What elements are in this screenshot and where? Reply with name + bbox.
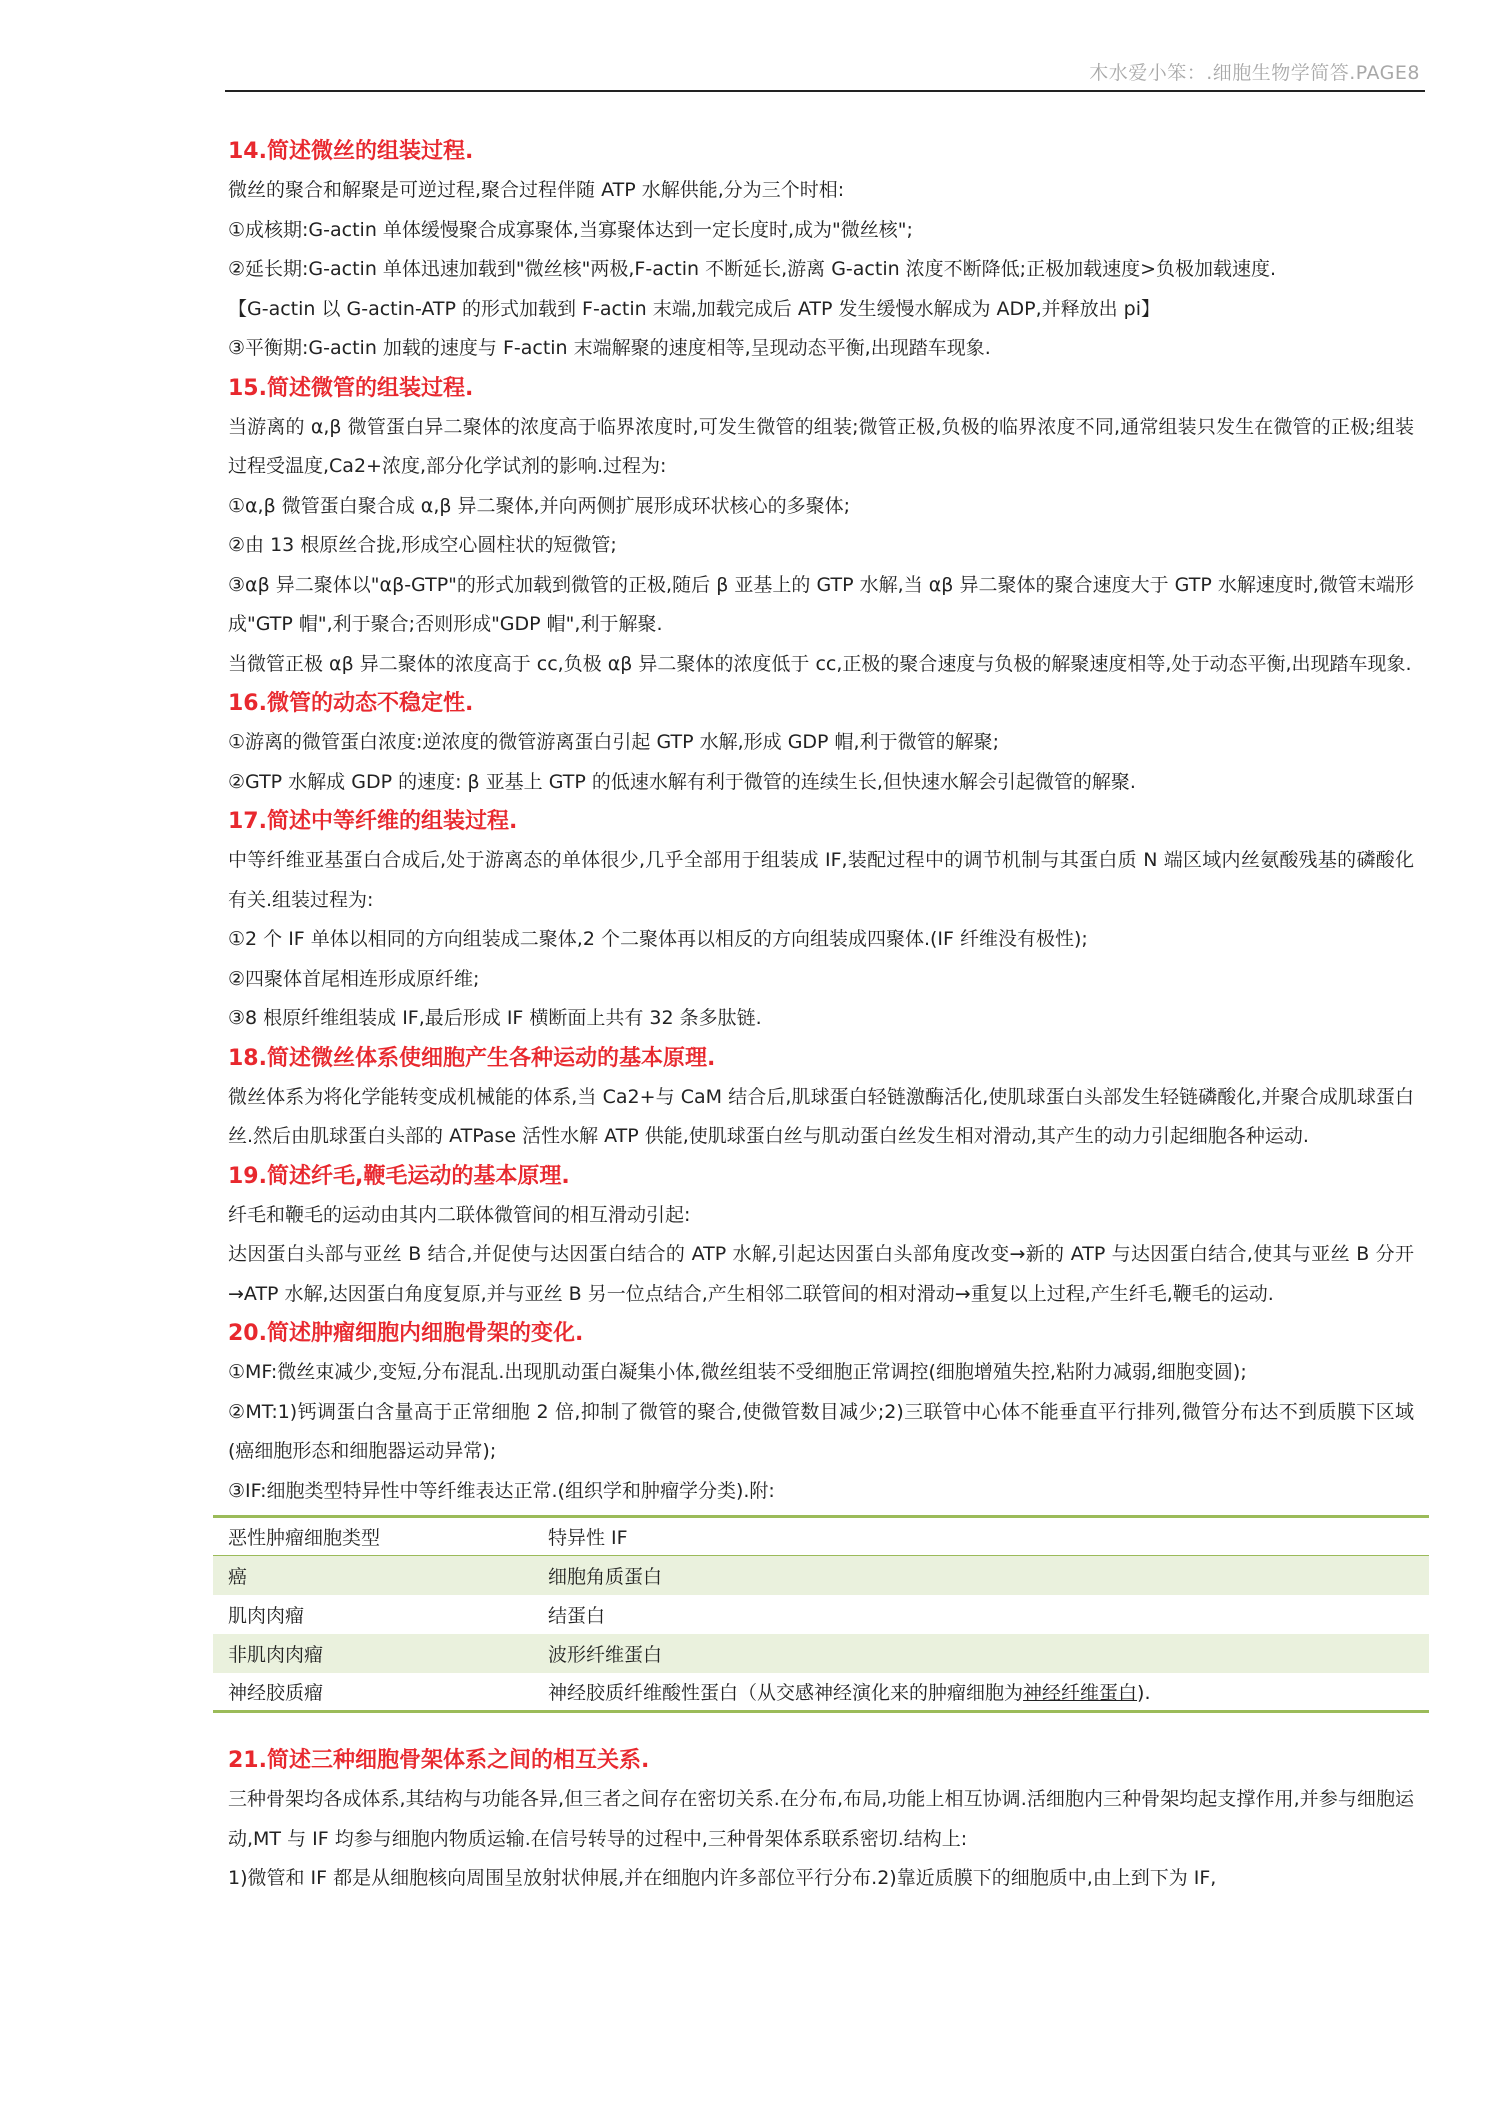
table-row xyxy=(213,1634,1429,1673)
paragraph: ②延长期:G-actin 单体迅速加载到"微丝核"两极,F-actin 不断延长,游离 G-actin 浓度不断降低;正极加载速度>负极加载速度. xyxy=(228,258,1277,280)
spacer xyxy=(228,1713,1414,1741)
header-divider xyxy=(225,90,1425,92)
tumor-if-table xyxy=(213,1515,1429,1713)
column-header: 特异性 IF xyxy=(548,1527,628,1549)
table-cell-text: 神经胶质纤维酸性蛋白 xyxy=(548,1681,739,1704)
table-row xyxy=(213,1673,1429,1712)
question-17-title: 17.简述中等纤维的组装过程. xyxy=(228,809,518,834)
table-row xyxy=(213,1595,1429,1634)
paragraph: ③IF:细胞类型特异性中等纤维表达正常.(组织学和肿瘤学分类).附: xyxy=(228,1479,775,1502)
paragraph: 微丝体系为将化学能转变成机械能的体系,当 Ca2+与 CaM 结合后,肌球蛋白轻链激酶活化,使肌球蛋白头部发生轻链磷酸化,并聚合成肌球蛋白丝.然后由肌球蛋白头部的 ATPase 活性水解 ATP 供能,使肌球蛋白丝与肌动蛋白丝发生相对滑动,其产生的动力引起细胞各种运动. xyxy=(228,1085,1414,1147)
table-cell: 神经胶质瘤 xyxy=(228,1681,324,1704)
paragraph: ②GTP 水解成 GDP 的速度: β 亚基上 GTP 的低速水解有利于微管的连续生长,但快速水解会引起微管的解聚. xyxy=(228,770,1136,793)
table-row xyxy=(213,1556,1429,1595)
table-cell: 结蛋白 xyxy=(548,1604,606,1627)
paragraph: ①α,β 微管蛋白聚合成 α,β 异二聚体,并向两侧扩展形成环状核心的多聚体; xyxy=(228,494,850,517)
paragraph: ①MF:微丝束减少,变短,分布混乱.出现肌动蛋白凝集小体,微丝组装不受细胞正常调控(细胞增殖失控,粘附力减弱,细胞变圆); xyxy=(228,1361,1247,1383)
paragraph: ②四聚体首尾相连形成原纤维; xyxy=(228,967,480,990)
table-cell xyxy=(533,1673,1429,1712)
paragraph: ③8 根原纤维组装成 IF,最后形成 IF 横断面上共有 32 条多肽链. xyxy=(228,1007,762,1029)
paragraph: 【G-actin 以 G-actin-ATP 的形式加载到 F-actin 末端,加载完成后 ATP 发生缓慢水解成为 ADP,并释放出 pi】 xyxy=(228,297,1160,320)
table-cell: 非肌肉肉瘤 xyxy=(228,1643,324,1666)
paragraph: ①2 个 IF 单体以相同的方向组装成二聚体,2 个二聚体再以相反的方向组装成四聚体.(IF 纤维没有极性); xyxy=(228,928,1088,950)
paragraph: 达因蛋白头部与亚丝 B 结合,并促使与达因蛋白结合的 ATP 水解,引起达因蛋白头部角度改变→新的 ATP 与达因蛋白结合,使其与亚丝 B 分开→ATP 水解,达因蛋白角度复原,并与亚丝 B 另一位点结合,产生相邻二联管间的相对滑动→重复以上过程,产生纤毛,鞭毛的运动. xyxy=(228,1243,1414,1305)
table-note-end: ). xyxy=(1137,1681,1151,1704)
question-18-title: 18.简述微丝体系使细胞产生各种运动的基本原理. xyxy=(228,1045,716,1071)
paragraph: ②由 13 根原丝合拢,形成空心圆柱状的短微管; xyxy=(228,534,617,556)
paragraph: 当游离的 α,β 微管蛋白异二聚体的浓度高于临界浓度时,可发生微管的组装;微管正极,负极的临界浓度不同,通常组装只发生在微管的正极;组装过程受温度,Ca2+浓度,部分化学试剂的影响.过程为: xyxy=(228,415,1414,477)
question-21-title: 21.简述三种细胞骨架体系之间的相互关系. xyxy=(228,1748,650,1773)
paragraph: ③平衡期:G-actin 加载的速度与 F-actin 末端解聚的速度相等,呈现动态平衡,出现踏车现象. xyxy=(228,337,991,359)
paragraph: ③αβ 异二聚体以"αβ-GTP"的形式加载到微管的正极,随后 β 亚基上的 GTP 水解,当 αβ 异二聚体的聚合速度大于 GTP 水解速度时,微管末端形成"GTP 帽",利于聚合;否则形成"GDP 帽",利于解聚. xyxy=(228,573,1414,635)
question-16-title: 16.微管的动态不稳定性. xyxy=(228,691,474,716)
paragraph: 微丝的聚合和解聚是可逆过程,聚合过程伴随 ATP 水解供能,分为三个时相: xyxy=(228,179,845,201)
paragraph: 当微管正极 αβ 异二聚体的浓度高于 cc,负极 αβ 异二聚体的浓度低于 cc,正极的聚合速度与负极的解聚速度相等,处于动态平衡,出现踏车现象. xyxy=(228,652,1412,675)
table-cell: 肌肉肉瘤 xyxy=(228,1604,305,1627)
column-header: 恶性肿瘤细胞类型 xyxy=(228,1527,381,1549)
paragraph: 中等纤维亚基蛋白合成后,处于游离态的单体很少,几乎全部用于组装成 IF,装配过程中的调节机制与其蛋白质 N 端区域内丝氨酸残基的磷酸化有关.组装过程为: xyxy=(228,849,1414,911)
table-cell: 细胞角质蛋白 xyxy=(548,1565,663,1588)
paragraph: ①成核期:G-actin 单体缓慢聚合成寡聚体,当寡聚体达到一定长度时,成为"微丝核"; xyxy=(228,218,913,241)
table-note-underlined: 神经纤维蛋白 xyxy=(1023,1681,1138,1704)
paragraph: 三种骨架均各成体系,其结构与功能各异,但三者之间存在密切关系.在分布,布局,功能上相互协调.活细胞内三种骨架均起支撑作用,并参与细胞运动,MT 与 IF 均参与细胞内物质运输.在信号转导的过程中,三种骨架体系联系密切.结构上: xyxy=(228,1788,1414,1850)
question-19-title: 19.简述纤毛,鞭毛运动的基本原理. xyxy=(228,1163,570,1189)
question-20-title: 20.简述肿瘤细胞内细胞骨架的变化. xyxy=(228,1321,584,1346)
question-15-title: 15.简述微管的组装过程. xyxy=(228,375,474,401)
paragraph: ②MT:1)钙调蛋白含量高于正常细胞 2 倍,抑制了微管的聚合,使微管数目减少;2)三联管中心体不能垂直平行排列,微管分布达不到质膜下区域(癌细胞形态和细胞器运动异常); xyxy=(228,1400,1414,1462)
table-cell: 波形纤维蛋白 xyxy=(548,1643,663,1666)
question-14-title: 14.简述微丝的组装过程. xyxy=(228,139,474,164)
paragraph: 纤毛和鞭毛的运动由其内二联体微管间的相互滑动引起: xyxy=(228,1203,691,1226)
page-content xyxy=(228,132,1414,1899)
page-header: 木水爱小笨：.细胞生物学简答.PAGE8 xyxy=(1089,62,1420,84)
paragraph: ①游离的微管蛋白浓度:逆浓度的微管游离蛋白引起 GTP 水解,形成 GDP 帽,利于微管的解聚; xyxy=(228,731,999,753)
table-note: （从交感神经演化来的肿瘤细胞为 xyxy=(738,1681,1024,1704)
table-cell: 癌 xyxy=(228,1565,248,1588)
paragraph: 1)微管和 IF 都是从细胞核向周围呈放射状伸展,并在细胞内许多部位平行分布.2)靠近质膜下的细胞质中,由上到下为 IF, xyxy=(228,1867,1217,1889)
table-header-row xyxy=(213,1517,1429,1556)
